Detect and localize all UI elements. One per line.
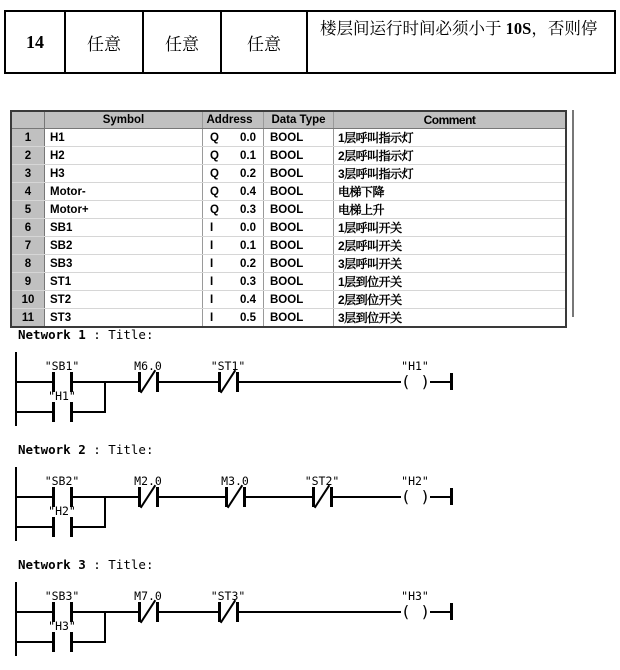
column-header-data-type: Data Type — [264, 112, 334, 128]
no-contact-h2 — [52, 517, 73, 537]
nc-contact-st1 — [218, 372, 239, 392]
address-cell — [203, 129, 264, 146]
exercise-cell-condition — [308, 12, 614, 72]
nc-contact-m20 — [138, 487, 159, 507]
symbol-cell: ST2 — [45, 291, 203, 308]
data-type-cell: BOOL — [264, 219, 334, 236]
row-number: 1 — [12, 129, 45, 146]
no-contact-h3 — [52, 632, 73, 652]
nc-slash — [220, 600, 236, 624]
address-cell — [203, 309, 264, 326]
data-type-cell: BOOL — [264, 147, 334, 164]
condition-text-suffix: ，否则停 — [531, 19, 598, 38]
contact-label: M3.0 — [221, 474, 249, 488]
table-row — [12, 254, 565, 272]
symbol-cell: SB2 — [45, 237, 203, 254]
address-number: 0.2 — [240, 167, 256, 180]
nc-contact-m60 — [138, 372, 159, 392]
data-type-cell: BOOL — [264, 201, 334, 218]
table-row — [12, 200, 565, 218]
address-letter: Q — [210, 167, 219, 180]
data-type-cell: BOOL — [264, 183, 334, 200]
row-number: 2 — [12, 147, 45, 164]
data-type-cell: BOOL — [264, 273, 334, 290]
column-header-comment: Comment — [334, 112, 565, 128]
address-letter: I — [210, 275, 214, 288]
network-1 — [0, 325, 620, 440]
comment-cell: 3层呼叫开关 — [338, 257, 402, 271]
rung-end-bar — [450, 373, 453, 390]
address-letter: I — [210, 257, 214, 270]
row-number: 11 — [12, 309, 45, 326]
address-letter: I — [210, 311, 214, 324]
symbol-cell: Motor- — [45, 183, 203, 200]
address-number: 0.1 — [240, 239, 256, 252]
address-letter: Q — [210, 149, 219, 162]
nc-slash — [140, 600, 156, 624]
table-row — [12, 182, 565, 200]
coil-paren-left: ( — [401, 487, 411, 506]
coil-paren-right: ) — [420, 602, 430, 621]
nc-contact-st3 — [218, 602, 239, 622]
network-title-suffix: : Title: — [85, 557, 154, 572]
exercise-cell-any-2: 任意 — [144, 12, 222, 72]
coil-label: "H2" — [401, 474, 429, 488]
comment-cell: 电梯下降 — [338, 185, 385, 199]
address-letter: Q — [210, 185, 219, 198]
table-row — [12, 236, 565, 254]
condition-bold-value: 10S — [505, 19, 532, 38]
data-type-cell: BOOL — [264, 309, 334, 326]
comment-cell: 1层呼叫指示灯 — [338, 131, 414, 145]
address-letter: I — [210, 293, 214, 306]
symbol-cell: ST3 — [45, 309, 203, 326]
coil-paren-left: ( — [401, 372, 411, 391]
network-name: Network 2 — [18, 442, 86, 457]
address-number: 0.1 — [240, 149, 256, 162]
table-row — [12, 308, 565, 326]
symbol-cell: H1 — [45, 129, 203, 146]
contact-label: "SB1" — [44, 359, 80, 373]
symbol-cell: H2 — [45, 147, 203, 164]
contact-label: M7.0 — [134, 589, 162, 603]
rung-end-bar — [450, 488, 453, 505]
window-edge-line — [572, 110, 574, 317]
nc-slash — [314, 485, 330, 509]
address-cell — [203, 147, 264, 164]
nc-slash — [140, 485, 156, 509]
address-number: 0.4 — [240, 185, 256, 198]
data-type-cell: BOOL — [264, 165, 334, 182]
address-cell — [203, 255, 264, 272]
contact-label: "ST2" — [304, 474, 340, 488]
address-cell — [203, 165, 264, 182]
address-number: 0.3 — [240, 275, 256, 288]
address-number: 0.5 — [240, 311, 256, 324]
row-number: 3 — [12, 165, 45, 182]
nc-contact-st2 — [312, 487, 333, 507]
network-title-suffix: : Title: — [85, 327, 154, 342]
network-name: Network 1 — [18, 327, 86, 342]
symbol-table-body — [12, 129, 565, 326]
symbol-cell: Motor+ — [45, 201, 203, 218]
table-row — [12, 272, 565, 290]
nc-contact-m70 — [138, 602, 159, 622]
coil-paren-right: ) — [420, 487, 430, 506]
exercise-cell-any-1: 任意 — [66, 12, 144, 72]
network-title-suffix: : Title: — [85, 442, 154, 457]
address-cell — [203, 201, 264, 218]
comment-cell: 2层呼叫指示灯 — [338, 149, 414, 163]
symbol-cell: ST1 — [45, 273, 203, 290]
comment-cell: 3层呼叫指示灯 — [338, 167, 414, 181]
symbol-table — [10, 110, 567, 328]
row-number: 10 — [12, 291, 45, 308]
comment-cell: 2层呼叫开关 — [338, 239, 402, 253]
table-row — [12, 164, 565, 182]
network-title — [18, 327, 153, 342]
address-letter: Q — [210, 203, 219, 216]
row-number: 6 — [12, 219, 45, 236]
symbol-table-header — [12, 112, 565, 129]
column-header-rownum — [12, 112, 45, 128]
contact-label: "ST3" — [210, 589, 246, 603]
row-number: 4 — [12, 183, 45, 200]
nc-slash — [140, 370, 156, 394]
contact-label: "H1" — [48, 389, 76, 403]
address-cell — [203, 291, 264, 308]
address-letter: Q — [210, 131, 219, 144]
data-type-cell: BOOL — [264, 255, 334, 272]
condition-text: 楼层间运行时间必须小于 — [320, 19, 506, 38]
table-row — [12, 218, 565, 236]
address-number: 0.2 — [240, 257, 256, 270]
column-header-symbol: Symbol — [45, 112, 203, 128]
output-coil-h1 — [401, 372, 430, 392]
exercise-cell-any-3: 任意 — [222, 12, 308, 72]
address-cell — [203, 237, 264, 254]
network-title — [18, 557, 153, 572]
contact-label: "SB3" — [44, 589, 80, 603]
address-cell — [203, 183, 264, 200]
address-cell — [203, 219, 264, 236]
network-name: Network 3 — [18, 557, 86, 572]
network-3 — [0, 555, 620, 670]
table-row — [12, 129, 565, 146]
nc-slash — [220, 370, 236, 394]
data-type-cell: BOOL — [264, 129, 334, 146]
contact-label: M2.0 — [134, 474, 162, 488]
data-type-cell: BOOL — [264, 237, 334, 254]
no-contact-h1 — [52, 402, 73, 422]
network-2 — [0, 440, 620, 555]
network-title — [18, 442, 153, 457]
coil-paren-right: ) — [420, 372, 430, 391]
rung-end-bar — [450, 603, 453, 620]
address-number: 0.4 — [240, 293, 256, 306]
comment-cell: 1层到位开关 — [338, 275, 402, 289]
exercise-table — [4, 10, 616, 74]
symbol-cell: SB3 — [45, 255, 203, 272]
comment-cell: 电梯上升 — [338, 203, 385, 217]
contact-label: "H2" — [48, 504, 76, 518]
contact-label: "H3" — [48, 619, 76, 633]
data-type-cell: BOOL — [264, 291, 334, 308]
nc-contact-m30 — [225, 487, 246, 507]
coil-label: "H1" — [401, 359, 429, 373]
row-number: 7 — [12, 237, 45, 254]
row-number: 5 — [12, 201, 45, 218]
output-coil-h2 — [401, 487, 430, 507]
row-number: 9 — [12, 273, 45, 290]
exercise-cell-number: 14 — [6, 12, 66, 72]
address-number: 0.0 — [240, 131, 256, 144]
coil-paren-left: ( — [401, 602, 411, 621]
symbol-cell: H3 — [45, 165, 203, 182]
address-letter: I — [210, 239, 214, 252]
symbol-cell: SB1 — [45, 219, 203, 236]
output-coil-h3 — [401, 602, 430, 622]
address-number: 0.3 — [240, 203, 256, 216]
contact-label: "SB2" — [44, 474, 80, 488]
contact-label: "ST1" — [210, 359, 246, 373]
comment-cell: 3层到位开关 — [338, 311, 402, 325]
nc-slash — [227, 485, 243, 509]
comment-cell: 1层呼叫开关 — [338, 221, 402, 235]
address-letter: I — [210, 221, 214, 234]
row-number: 8 — [12, 255, 45, 272]
table-row — [12, 290, 565, 308]
coil-label: "H3" — [401, 589, 429, 603]
address-number: 0.0 — [240, 221, 256, 234]
table-row — [12, 146, 565, 164]
address-cell — [203, 273, 264, 290]
comment-cell: 2层到位开关 — [338, 293, 402, 307]
contact-label: M6.0 — [134, 359, 162, 373]
column-header-address: Address — [203, 112, 264, 128]
